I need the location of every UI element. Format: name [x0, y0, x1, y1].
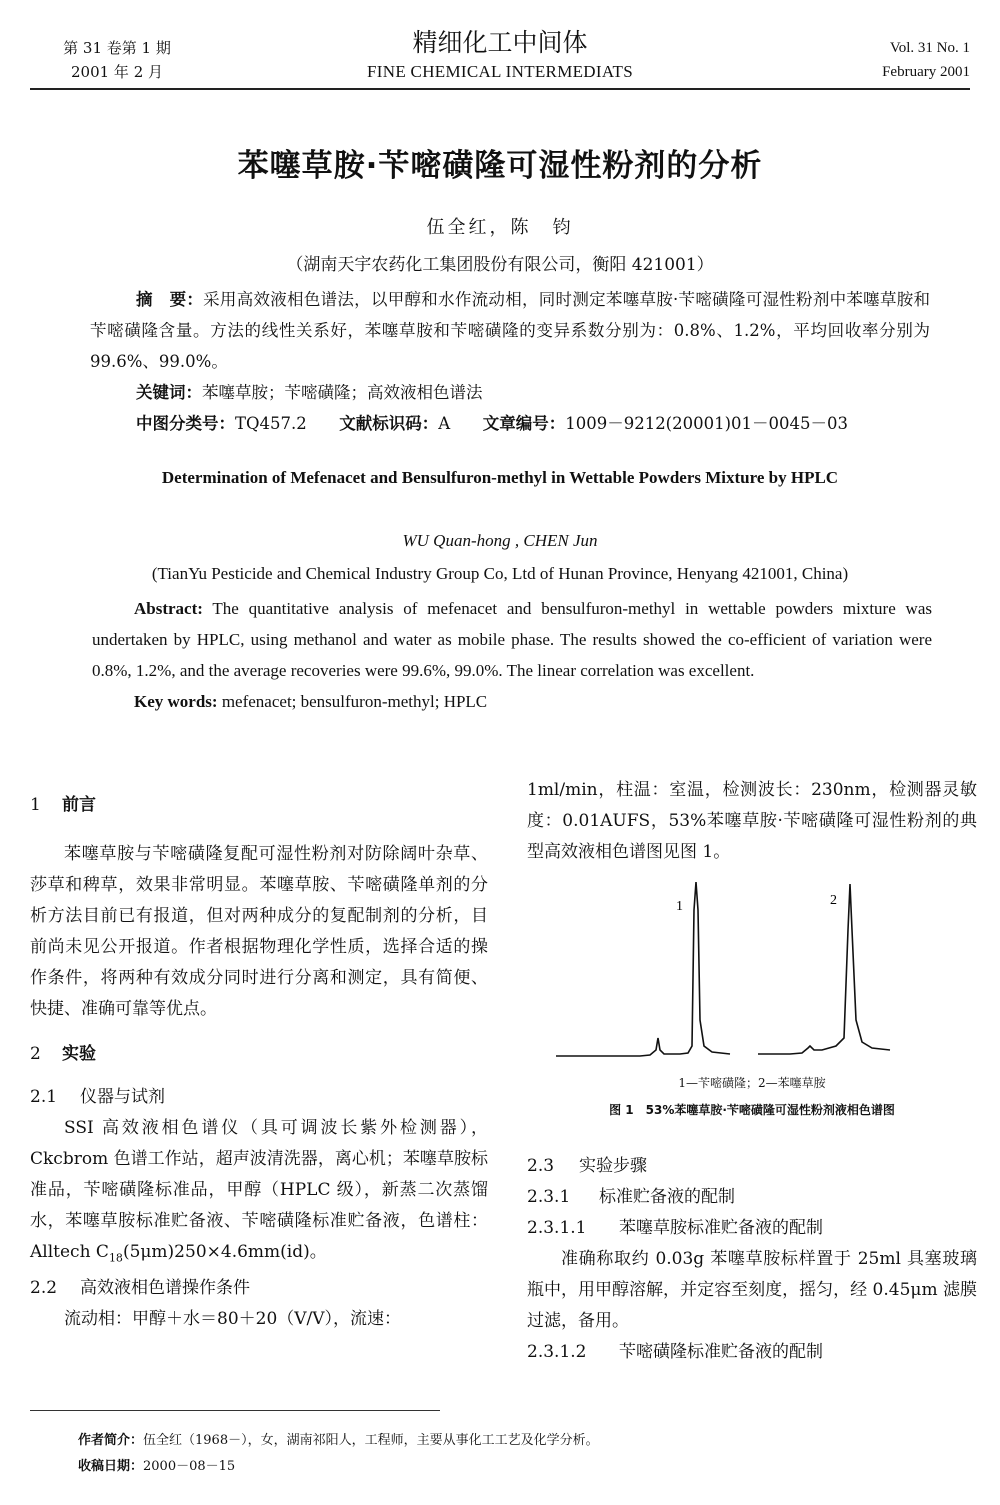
- header-rule: [30, 88, 970, 90]
- authors-en: WU Quan-hong , CHEN Jun: [402, 531, 598, 550]
- doc-code-label: 文献标识码：: [339, 414, 439, 433]
- section-1-heading: 1 前言: [30, 795, 96, 815]
- header-issue: [42, 36, 192, 84]
- keywords-en: mefenacet; bensulfuron-methyl; HPLC: [217, 692, 488, 711]
- footnote-rule: [30, 1410, 440, 1411]
- abstract-en: [92, 593, 932, 717]
- authors-cn: 伍全红，陈 钧: [426, 217, 574, 238]
- section-2-2-heading: 2.2 高效液相色谱操作条件: [30, 1278, 250, 1299]
- header-volume-issue: 第 31 卷第 1 期: [63, 39, 171, 57]
- section-2-2-text-right: 1ml/min，柱温：室温，检测波长：230nm，检测器灵敏度：0.01AUFS，53%苯噻草胺·苄嘧磺隆可湿性粉剂的典型高效液相色谱图见图 1。: [527, 780, 977, 862]
- class-number: TQ457.2: [235, 414, 307, 433]
- journal-title-en: FINE CHEMICAL INTERMEDIATS: [367, 62, 633, 81]
- article-number: 1009－9212(20001)01－0045－03: [565, 414, 849, 433]
- chromatogram-trace-1: [556, 882, 730, 1056]
- figure-caption: 图 1 53%苯噻草胺·苄嘧磺隆可湿性粉剂液相色谱图: [609, 1103, 895, 1117]
- section-1-text: 苯噻草胺与苄嘧磺隆复配可湿性粉剂对防除阔叶杂草、莎草和稗草，效果非常明显。苯噻草胺、苄嘧磺隆单剂的分析方法目前已有报道，但对两种成分的复配制剂的分析，目前尚未见公开报道。作者根据物理化学性质，选择合适的操作条件，将两种有效成分同时进行分离和测定，具有简便、快捷、准确可靠等优点。: [30, 844, 488, 1019]
- paper-title-en: Determination of Mefenacet and Bensulfuron-methyl in Wettable Powders Mixture by HPLC: [161, 468, 839, 487]
- chromatogram-figure: [540, 870, 960, 1070]
- right-column-top: [527, 775, 977, 868]
- section-2-heading: 2 实验: [30, 1044, 96, 1064]
- keywords-en-label: Key words:: [134, 692, 218, 711]
- journal-title: [300, 26, 700, 84]
- section-2-3-heading: 2.3 实验步骤: [527, 1156, 647, 1176]
- chromatogram-trace-2: [758, 884, 890, 1054]
- affiliation-cn: （湖南天宇农药化工集团股份有限公司，衡阳 421001）: [286, 255, 714, 275]
- abstract-cn-label: 摘 要：: [136, 290, 204, 309]
- header-date-en: February 2001: [882, 64, 970, 80]
- abstract-en-label: Abstract:: [134, 599, 203, 618]
- footnote-date: 收稿日期：2000－08－15: [78, 1459, 236, 1474]
- affiliation-en: (TianYu Pesticide and Chemical Industry Group Co, Ltd of Hunan Province, Henyang 421001, China): [151, 564, 849, 583]
- keywords-cn-label: 关键词：: [136, 383, 202, 402]
- section-2-3-1-1-heading: 2.3.1.1 苯噻草胺标准贮备液的配制: [527, 1218, 823, 1238]
- abstract-cn-text: 采用高效液相色谱法，以甲醇和水作流动相，同时测定苯噻草胺·苄嘧磺隆可湿性粉剂中苯噻草胺和苄嘧磺隆含量。方法的线性关系好，苯噻草胺和苄嘧磺隆的变异系数分别为：0.8%、1.2%，平均回收率分别为 99.6%、99.0%。: [90, 290, 931, 371]
- left-column: [30, 790, 488, 1335]
- section-2-1-text: SSI 高效液相色谱仪（具可调波长紫外检测器），Ckcbrom 色谱工作站，超声波清洗器，离心机；苯噻草胺标准品，苄嘧磺隆标准品，甲醇（HPLC 级），新蒸二次蒸馏水，苯噻草胺标准贮备液、苄嘧磺隆标准贮备液，色谱柱：Alltech $C_{18}(5\mu m)250\times 4.6mm(id)$。: [30, 1118, 488, 1265]
- peak-2-label: 2: [830, 893, 837, 908]
- section-2-1-heading: 2.1 仪器与试剂: [30, 1087, 165, 1107]
- header-volume-en: Vol. 31 No. 1: [889, 40, 970, 56]
- section-2-3-1-1-text: 准确称取约 0.03g 苯噻草胺标样置于 25ml 具塞玻璃瓶中，用甲醇溶解，并定容至刻度，摇匀，经 0.45μm 滤膜过滤，备用。: [527, 1249, 977, 1331]
- section-2-2-text-left: 流动相：甲醇＋水＝80＋20（V/V），流速：: [64, 1309, 402, 1330]
- peak-1-label: 1: [676, 899, 683, 914]
- section-2-3-1-2-heading: 2.3.1.2 苄嘧磺隆标准贮备液的配制: [527, 1342, 823, 1362]
- keywords-cn: 苯噻草胺；苄嘧磺隆；高效液相色谱法: [202, 383, 483, 402]
- footnote-author: 作者简介：伍全红（1968－），女，湖南祁阳人，工程师，主要从事化工工艺及化学分析。: [78, 1433, 599, 1448]
- abstract-en-text: The quantitative analysis of mefenacet and bensulfuron-methyl in wettable powders mixture was undertaken by HPLC, using methanol and water as mobile phase. The results showed the co-efficient of variation were 0.8%, 1.2%, and the average recoveries were 99.6%, 99.0%. The linear correlation was excellent.: [92, 599, 932, 680]
- article-number-label: 文章编号：: [482, 414, 566, 433]
- paper-title-cn: 苯噻草胺·苄嘧磺隆可湿性粉剂的分析: [237, 148, 763, 184]
- section-2-3-1-heading: 2.3.1 标准贮备液的配制: [527, 1187, 735, 1207]
- header-date-cn: 2001 年 2 月: [70, 63, 164, 81]
- doc-code: A: [438, 414, 451, 433]
- class-number-label: 中图分类号：: [136, 414, 235, 433]
- figure-legend: 1—苄嘧磺隆；2—苯噻草胺: [678, 1076, 826, 1090]
- journal-title-cn: 精细化工中间体: [412, 28, 588, 57]
- right-column-bottom: [527, 1151, 977, 1368]
- header-volume: [800, 36, 970, 84]
- abstract-cn: [90, 284, 930, 439]
